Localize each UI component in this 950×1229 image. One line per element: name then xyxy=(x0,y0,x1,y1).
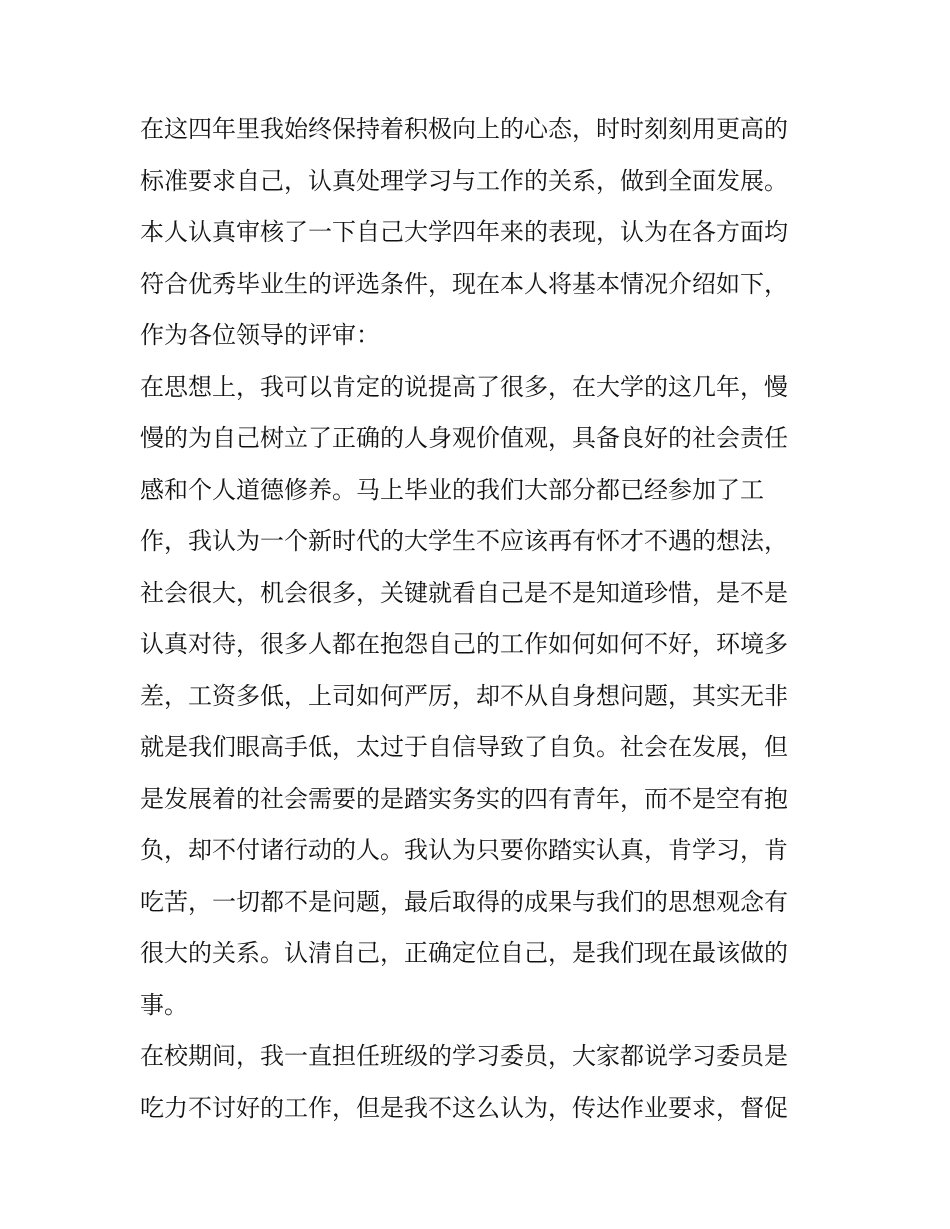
text-line: 标准要求自己，认真处理学习与工作的关系，做到全面发展。 xyxy=(140,166,788,195)
paragraph-thought xyxy=(140,362,812,1032)
text-line: 差，工资多低，上司如何严厉，却不从自身想问题，其实无非 xyxy=(140,681,788,710)
text-line: 在校期间，我一直担任班级的学习委员，大家都说学习委员是 xyxy=(140,1042,788,1070)
text-line: 感和个人道德修养。马上毕业的我们大部分都已经参加了工 xyxy=(140,475,764,504)
text-line: 吃苦，一切都不是问题，最后取得的成果与我们的思想观念有 xyxy=(140,887,788,916)
text-line: 认真对待，很多人都在抱怨自己的工作如何如何不好，环境多 xyxy=(140,630,788,658)
text-line: 作，我认为一个新时代的大学生不应该再有怀才不遇的想法， xyxy=(140,527,788,555)
text-line: 本人认真审核了一下自己大学四年来的表现，认为在各方面均 xyxy=(140,218,788,246)
text-line: 社会很大，机会很多，关键就看自己是不是知道珍惜，是不是 xyxy=(140,578,788,607)
paragraph-school xyxy=(140,1031,812,1134)
text-line: 负，却不付诸行动的人。我认为只要你踏实认真，肯学习，肯 xyxy=(140,836,788,864)
text-line: 很大的关系。认清自己，正确定位自己，是我们现在最该做的 xyxy=(140,939,788,967)
text-line: 就是我们眼高手低，太过于自信导致了自负。社会在发展，但 xyxy=(140,733,788,761)
text-line: 作为各位领导的评审： xyxy=(140,321,380,349)
text-line: 慢的为自己树立了正确的人身观价值观，具备良好的社会责任 xyxy=(140,424,788,452)
text-line: 在思想上，我可以肯定的说提高了很多，在大学的这几年，慢 xyxy=(140,372,788,401)
text-line: 是发展着的社会需要的是踏实务实的四有青年，而不是空有抱 xyxy=(140,784,788,813)
text-line: 符合优秀毕业生的评选条件，现在本人将基本情况介绍如下， xyxy=(140,269,788,298)
text-line: 吃力不讨好的工作，但是我不这么认为，传达作业要求，督促 xyxy=(140,1093,788,1122)
paragraph-intro xyxy=(140,104,812,362)
document-body xyxy=(140,104,812,1134)
text-line: 在这四年里我始终保持着积极向上的心态，时时刻刻用更高的 xyxy=(140,115,788,143)
text-line: 事。 xyxy=(140,990,188,1019)
